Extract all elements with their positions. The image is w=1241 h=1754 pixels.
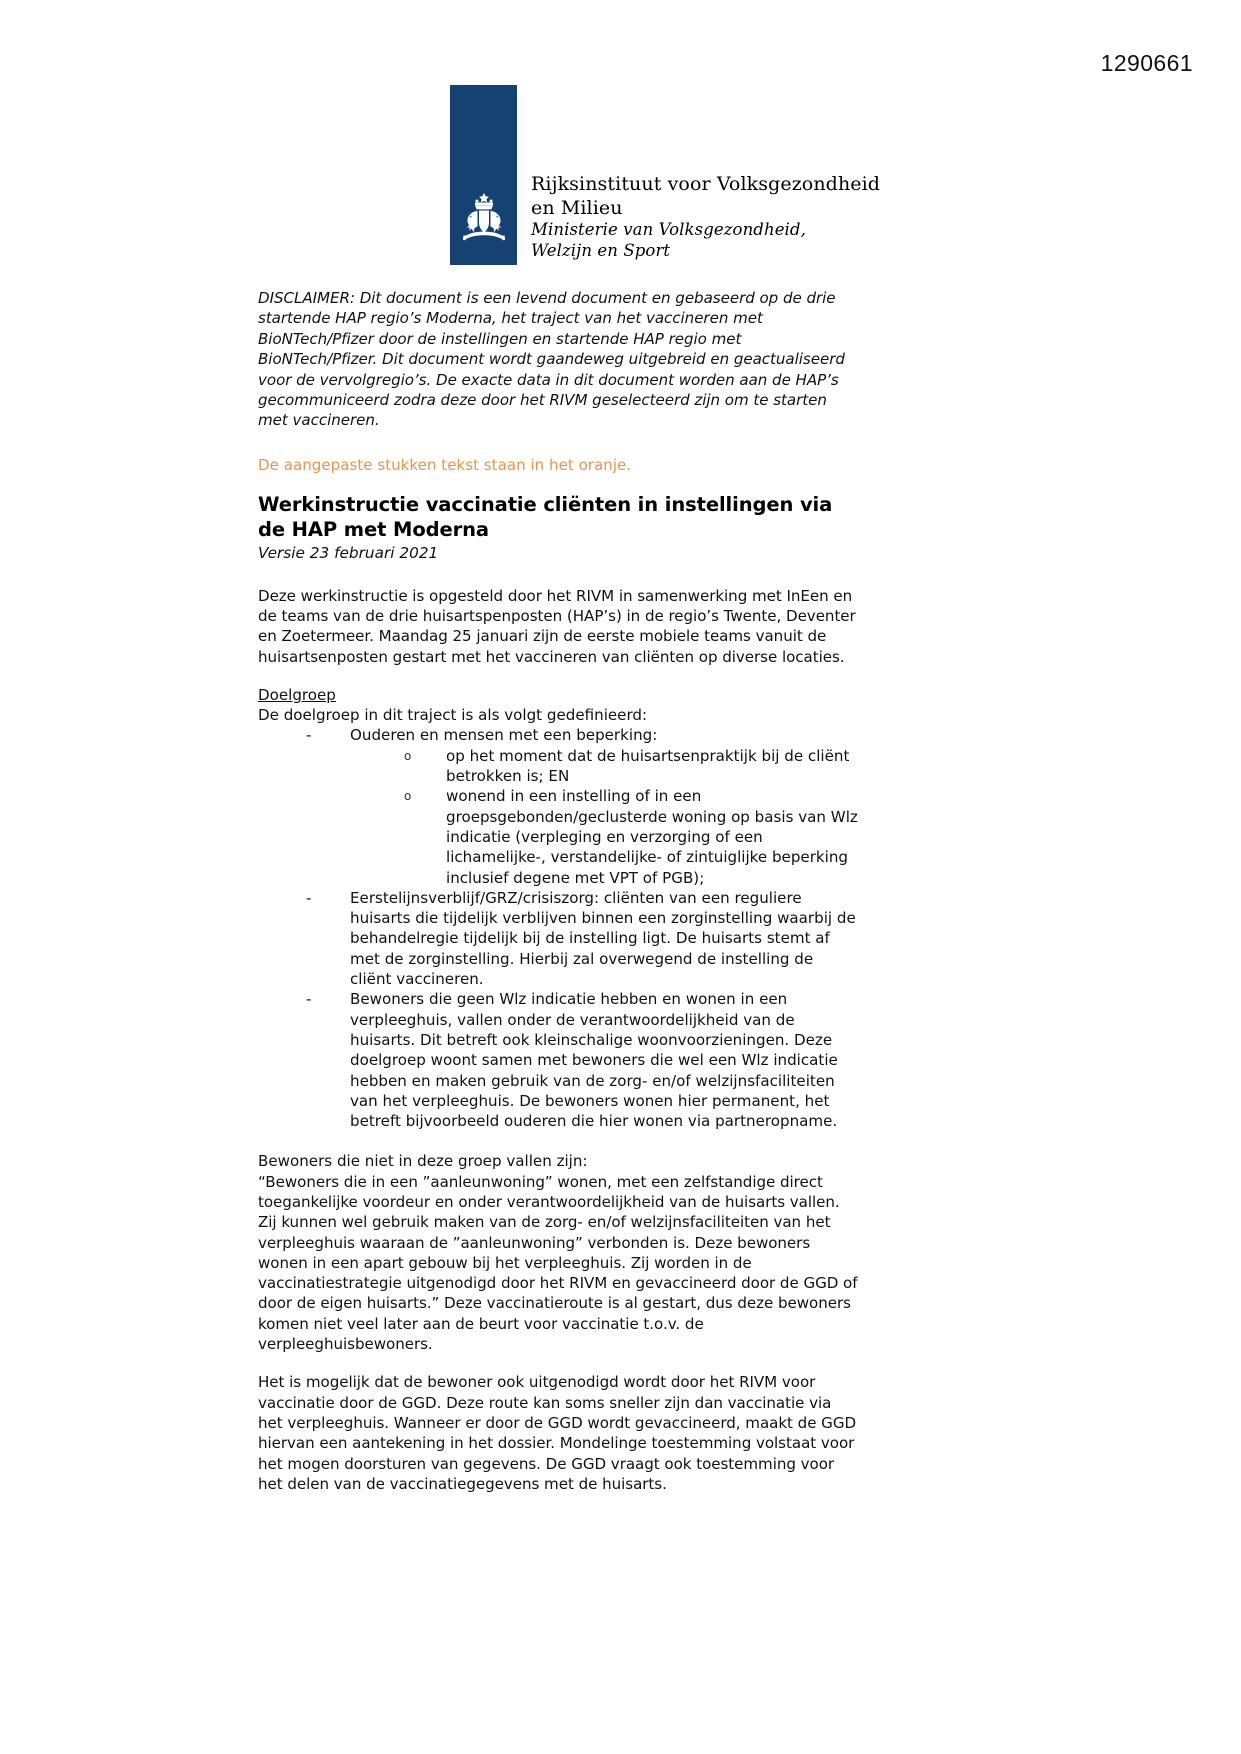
intro-paragraph: Deze werkinstructie is opgesteld door het RIVM in samenwerking met InEen en de teams van de drie huisartspenposten (HAP’s) in de regio’s Twente, Deventer en Zoetermeer. Maandag 25 januari zijn de eerste mobiele teams vanuit de huisartsenposten gestart met het vaccineren van cliënten op diverse locaties.	[258, 586, 856, 666]
page-title: Werkinstructie vaccinatie cliënten in instellingen via de HAP met Moderna	[258, 493, 833, 541]
logo-line-3: Ministerie van Volksgezondheid,	[531, 220, 806, 240]
netherlands-coat-of-arms-icon	[457, 191, 511, 249]
exclusions-lead: Bewoners die niet in deze groep vallen zijn:	[258, 1152, 588, 1171]
disclaimer-paragraph: DISCLAIMER: Dit document is een levend document en gebaseerd op de drie startende HAP regio’s Moderna, het traject van het vaccineren met BioNTech/Pfizer door de instellingen en startende HAP regio met BioNTech/Pfizer. Dit document wordt gaandeweg uitgebreid en geactualiseerd voor de vervolgregio’s. De exacte data in dit document worden aan de HAP’s gecommuniceerd zodra deze door het RIVM geselecteerd zijn om te starten met vaccineren.	[258, 289, 845, 430]
logo-line-2: en Milieu	[531, 196, 623, 219]
logo-blue-bar	[450, 85, 517, 265]
doelgroep-lead: De doelgroep in dit traject is als volgt gedefinieerd:	[258, 706, 648, 725]
doelgroep-sublist	[350, 746, 858, 888]
doelgroep-list	[258, 725, 858, 1131]
ggd-paragraph: Het is mogelijk dat de bewoner ook uitgenodigd wordt door het RIVM voor vaccinatie door de GGD. Deze route kan soms sneller zijn dan vaccinatie via het verpleeghuis. Wanneer er door de GGD wordt gevaccineerd, maakt de GGD hiervan een aantekening in het dossier. Mondelinge toestemming volstaat voor het mogen doorsturen van gegevens. De GGD vraagt ook toestemming voor het delen van de vaccinatiegegevens met de huisarts.	[258, 1373, 857, 1493]
rivm-logo	[450, 85, 880, 265]
list-item: - Bewoners die geen Wlz indicatie hebben en wonen in een verpleeghuis, vallen onder de verantwoordelijkheid van de huisarts. Dit betreft ook kleinschalige woonvoorzieningen. Deze doelgroep woont samen met bewoners die wel een Wlz indicatie hebben en maken gebruik van de zorg- en/of welzijnsfaciliteiten van het verpleeghuis. De bewoners wonen hier permanent, het betreft bijvoorbeeld ouderen die hier wonen via partneropname.	[306, 989, 858, 1131]
list-item-text: Ouderen en mensen met een beperking:	[350, 726, 658, 745]
orange-note: De aangepaste stukken tekst staan in het oranje.	[258, 455, 632, 474]
list-item: o wonend in een instelling of in een groepsgebonden/geclusterde woning op basis van Wlz indicatie (verpleging en verzorging of een lichamelijke-, verstandelijke- of zintuiglijke beperking inclusief degene met VPT of PGB);	[404, 786, 858, 887]
list-item	[306, 725, 858, 887]
document-body	[258, 288, 858, 1512]
list-item: - Eerstelijnsverblijf/GRZ/crisiszorg: cliënten van een reguliere huisarts die tijdelijk verblijven binnen een zorginstelling waarbij de behandelregie tijdelijk bij de instelling ligt. De huisarts stemt af met de zorginstelling. Hierbij zal overwegend de instelling de cliënt vaccineren.	[306, 888, 858, 989]
logo-line-4: Welzijn en Sport	[531, 240, 671, 260]
document-number: 1290661	[1100, 50, 1193, 76]
section-heading-doelgroep: Doelgroep	[258, 685, 336, 704]
version-label: Versie 23 februari 2021	[258, 544, 439, 563]
logo-line-1: Rijksinstituut voor Volksgezondheid	[531, 173, 881, 195]
list-item: o op het moment dat de huisartsenpraktijk bij de cliënt betrokken is; EN	[404, 746, 858, 787]
exclusions-paragraph: “Bewoners die in een ”aanleunwoning” wonen, met een zelfstandige direct toegankelijke voordeur en onder verantwoordelijkheid van de huisarts vallen. Zij kunnen wel gebruik maken van de zorg- en/of welzijnsfaciliteiten van het verpleeghuis waaraan de ”aanleunwoning” verbonden is. Deze bewoners wonen in een apart gebouw bij het verpleeghuis. Zij worden in de vaccinatiestrategie uitgenodigd door het RIVM en gevaccineerd door de GGD of door de eigen huisarts.” Deze vaccinatieroute is al gestart, dus deze bewoners komen niet veel later aan de beurt voor vaccinatie t.o.v. de verpleeghuisbewoners.	[258, 1172, 858, 1354]
logo-text-block	[531, 173, 880, 265]
